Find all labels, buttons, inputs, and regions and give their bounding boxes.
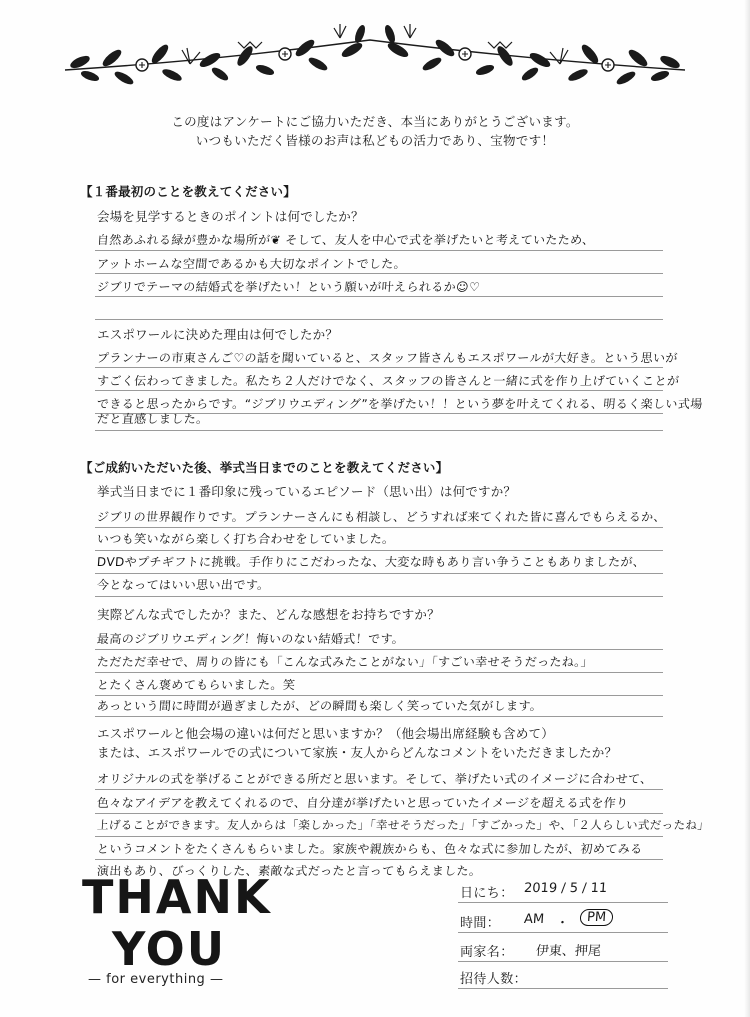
for-everything-caption: — for everything — [88, 972, 224, 987]
you-title: YOU [112, 922, 227, 976]
intro-line-1: この度はアンケートにご協力いただき、本当にありがとうございます。 [171, 114, 579, 129]
answer-rule [95, 813, 663, 814]
thank-title: THANK [82, 870, 272, 924]
answer-rule [95, 789, 663, 790]
answer-line: ジブリの世界観作りです。プランナーさんにも相談し、どうすれば来てくれた皆に喜んでもらえるか、 [96, 510, 667, 524]
section-2-heading: 【ご成約いただいた後、挙式当日までのことを教えてください】 [80, 460, 449, 475]
answer-rule [95, 649, 663, 650]
leaf-garland-decoration [60, 20, 690, 100]
time-pm-circled [579, 909, 613, 926]
answer-rule [95, 250, 663, 251]
question-reason-chosen: エスポワールに決めた理由は何でしたか？ [97, 327, 339, 342]
answer-line: 色々なアイデアを教えてくれるので、自分達が挙げたいと思っていたイメージを超える式を作り [96, 796, 629, 810]
answer-rule [95, 527, 663, 528]
answer-rule [95, 550, 663, 551]
answer-rule [95, 273, 663, 274]
date-label: 日にち： [460, 886, 514, 901]
answer-rule [95, 296, 663, 297]
answer-rule [95, 367, 663, 368]
field-rule [458, 988, 668, 989]
page-edge-shadow [744, 0, 750, 1017]
intro-line-2: いつもいただく皆様のお声は私どもの活力であり、宝物です！ [195, 133, 555, 148]
answer-line: いつも笑いながら楽しく打ち合わせをしていました。 [96, 532, 396, 546]
answer-line: アットホームな空間であるかも大切なポイントでした。 [96, 257, 407, 271]
answer-line: だと直感しました。 [96, 412, 210, 426]
answer-rule [95, 695, 663, 696]
answer-rule [95, 716, 663, 717]
answer-line: 上げることができます。友人からは「楽しかった」「幸せそうだった」「すごかった」や、「２人らしい式だったね」 [96, 818, 710, 832]
field-rule [458, 932, 668, 933]
answer-line: 今となってはいい思い出です。 [96, 578, 271, 592]
families-value: 伊東、押尾 [535, 944, 602, 959]
answer-line: 最高のジブリウエディング！悔いのない結婚式！です。 [96, 632, 405, 646]
answer-rule [95, 859, 663, 860]
section-1-heading: 【１番最初のことを教えてください】 [80, 184, 296, 199]
question-family-comments: または、エスポワールでの式について家族・友人からどんなコメントをいただきましたか？ [97, 745, 618, 760]
answer-rule [95, 836, 663, 837]
answer-line: 演出もあり、びっくりした、素敵な式だったと言ってもらえました。 [96, 864, 482, 878]
time-separator: ・ [555, 916, 570, 931]
answer-line: すごく伝わってきました。私たち２人だけでなく、スタッフの皆さんと一緒に式を作り上げていくことが [96, 374, 680, 388]
answer-line: とたくさん褒めてもらいました。笑 [96, 678, 296, 692]
answer-rule [95, 319, 663, 320]
question-venue-points: 会場を見学するときのポイントは何でしたか？ [97, 209, 364, 224]
field-rule [458, 961, 668, 962]
question-memorable-episode: 挙式当日までに１番印象に残っているエピソード（思い出）は何ですか？ [97, 484, 517, 499]
guests-label: 招待人数： [460, 972, 528, 987]
answer-line: DVDやプチギフトに挑戦。手作りにこだわったな、大変な時もあり言い争うこともありましたが、 [96, 555, 646, 569]
field-rule [458, 902, 668, 903]
answer-line: オリジナルの式を挙げることができる所だと思います。そして、挙げたい式のイメージに合わせて、 [96, 772, 654, 786]
answer-line: ただただ幸せで、周りの皆にも「こんな式みたことがない」「すごい幸せそうだったね。」 [96, 655, 594, 669]
question-venue-difference: エスポワールと他会場の違いは何だと思いますか？（他会場出席経験も含めて） [97, 726, 554, 741]
answer-rule [95, 672, 663, 673]
answer-rule [95, 430, 663, 431]
answer-line: ジブリでテーマの結婚式を挙げたい！という願いが叶えられるか☺♡ [96, 280, 481, 294]
time-label: 時間： [460, 916, 501, 931]
answer-line: というコメントをたくさんもらいました。家族や親族からも、色々な式に参加したが、初めてみる [96, 842, 644, 856]
date-value: 2019 / 5 / 11 [523, 881, 608, 896]
answer-rule [95, 596, 663, 597]
time-am: AM [523, 912, 545, 927]
question-ceremony-impression: 実際どんな式でしたか？また、どんな感想をお持ちですか？ [97, 607, 440, 622]
answer-line: 自然あふれる緑が豊かな場所が❦ そして、友人を中心で式を挙げたいと考えていたため、 [96, 233, 596, 247]
answer-rule [95, 573, 663, 574]
answer-line: プランナーの市東さんご♡の話を聞いていると、スタッフ皆さんもエスポワールが大好き。という思いが [96, 351, 679, 365]
answer-line: できると思ったからです。“ジブリウエディング”を挙げたい！！という夢を叶えてくれる、明るく楽しい式場 [96, 397, 704, 411]
answer-rule [95, 390, 663, 391]
answer-line: あっという間に時間が過ぎましたが、どの瞬間も楽しく笑っていた気がします。 [96, 699, 543, 713]
families-label: 両家名： [460, 945, 514, 960]
time-pm: PM [579, 909, 613, 926]
